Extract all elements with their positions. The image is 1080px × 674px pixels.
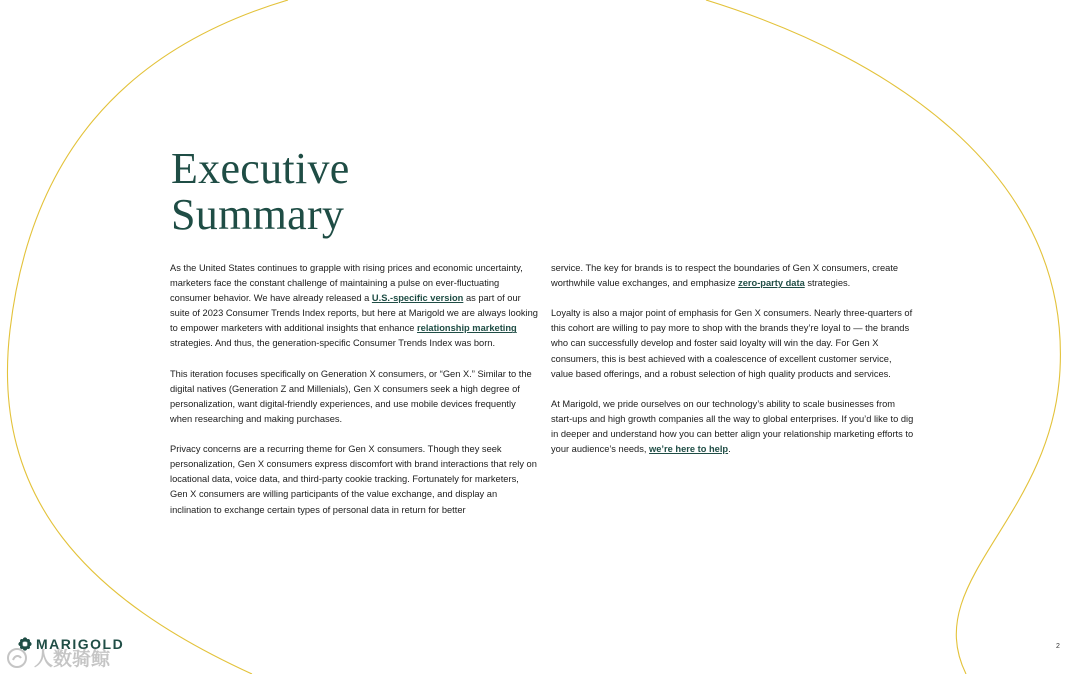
- watermark: [6, 644, 110, 671]
- logo-wordmark: MARIGOLD: [36, 636, 125, 652]
- watermark-text: 人数骑鲸: [34, 648, 111, 670]
- page-number: 2: [1056, 643, 1060, 650]
- paragraph-text: At Marigold, we pride ourselves on our technology’s ability to scale businesses from start-ups and high growth companies all the way to global enterprises. If you’d like to dig in deeper and understand how you can better align your relationship marketing efforts to your audience’s needs,: [551, 398, 914, 455]
- watermark-icon: [6, 647, 28, 669]
- page-title: [171, 146, 350, 238]
- left-column: [170, 261, 538, 533]
- paragraph: Privacy concerns are a recurring theme for Gen X consumers. Though they seek personalization, Gen X consumers express discomfort with brand interactions that rely on locational data, voice data, and third-party cookie tracking. Fortunately for marketers, Gen X consumers are willing participants of the value exchange, and display an inclination to exchange certain types of personal data in return for better: [170, 444, 537, 515]
- here-to-help-link[interactable]: we’re here to help: [649, 444, 729, 455]
- paragraph-text: service. The key for brands is to respect the boundaries of Gen X consumers, create worthwhile value exchanges, and emphasize: [551, 263, 899, 289]
- zero-party-data-link[interactable]: zero-party data: [738, 278, 805, 289]
- paragraph: This iteration focuses specifically on Generation X consumers, or “Gen X.” Similar to the digital natives (Generation Z and Millenials), Gen X consumers seek a high degree of personalization, want digital-friendly experiences, and use mobile devices frequently when researching and making purchases.: [170, 368, 532, 424]
- us-specific-version-link[interactable]: U.S.-specific version: [371, 293, 464, 304]
- page-title-line: Summary: [171, 190, 345, 239]
- paragraph-text: As the United States continues to grapple with rising prices and economic uncertainty, marketers face the constant challenge of maintaining a pulse on ever-fluctuating consumer behavior. We have already released a: [170, 263, 523, 304]
- paragraph-text: strategies. And thus, the generation-specific Consumer Trends Index was born.: [170, 338, 496, 349]
- paragraph-text: as part of our suite of 2023 Consumer Trends Index reports, but here at Marigold we are always looking to empower marketers with additional insights that enhance: [170, 293, 538, 334]
- paragraph-text: .: [728, 444, 731, 455]
- paragraph: Loyalty is also a major point of emphasis for Gen X consumers. Nearly three-quarters of this cohort are willing to pay more to shop with the brands they’re loyal to — the brands who can successfully develop and foster said loyalty will win the day. For Gen X consumers, this is best achieved with a coalescence of excellent customer service, value based offerings, and a robust selection of high quality products and services.: [551, 308, 913, 379]
- relationship-marketing-link[interactable]: relationship marketing: [417, 323, 517, 334]
- paragraph-text: strategies.: [804, 278, 851, 289]
- paragraph: [551, 261, 915, 291]
- page-title-line: Executive: [171, 144, 350, 193]
- paragraph: [551, 397, 915, 457]
- paragraph: [170, 261, 538, 352]
- right-column: [551, 261, 915, 472]
